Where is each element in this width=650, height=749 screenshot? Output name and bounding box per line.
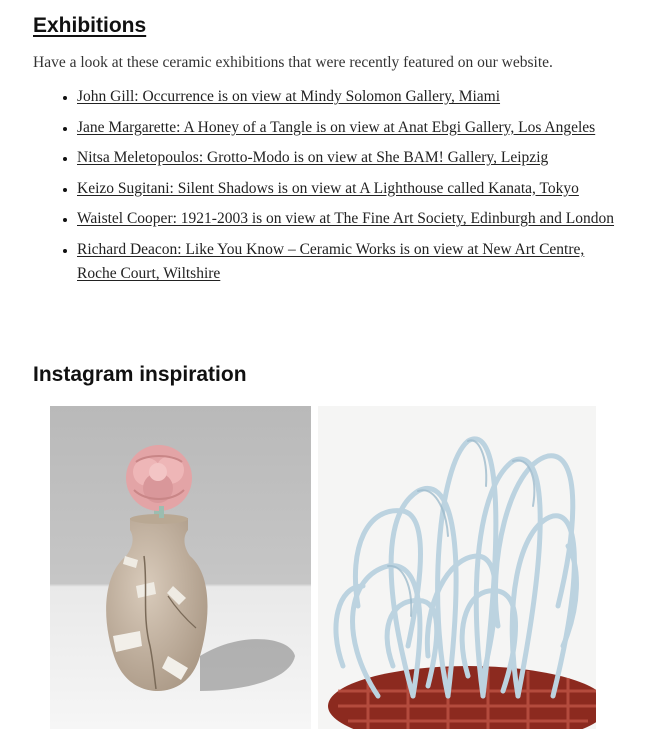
instagram-photo-vase[interactable] bbox=[50, 406, 311, 729]
exhibition-link[interactable]: Nitsa Meletopoulos: Grotto-Modo is on view at She BAM! Gallery, Leipzig bbox=[77, 149, 549, 166]
exhibition-link[interactable]: Jane Margarette: A Honey of a Tangle is on view at Anat Ebgi Gallery, Los Angeles bbox=[77, 118, 596, 136]
list-item bbox=[77, 85, 623, 110]
exhibition-link[interactable]: Keizo Sugitani: Silent Shadows is on view at A Lighthouse called Kanata, Tokyo bbox=[77, 179, 579, 197]
exhibitions-list bbox=[33, 85, 623, 287]
ceramic-vase-with-rose-photo-icon bbox=[50, 406, 311, 729]
exhibition-link[interactable]: John Gill: Occurrence is on view at Mindy Solomon Gallery, Miami bbox=[77, 88, 501, 105]
exhibitions-intro: Have a look at these ceramic exhibitions that were recently featured on our website. bbox=[33, 54, 553, 71]
list-item bbox=[77, 146, 623, 171]
exhibition-link[interactable]: Richard Deacon: Like You Know – Ceramic Works is on view at New Art Centre, Roche Court, Wiltshire bbox=[77, 240, 585, 282]
list-item bbox=[77, 207, 623, 232]
exhibitions-heading: Exhibitions bbox=[33, 14, 147, 37]
blue-looped-ceramic-sculpture-photo-icon bbox=[318, 406, 596, 729]
list-item bbox=[77, 238, 623, 287]
exhibition-link[interactable]: Waistel Cooper: 1921-2003 is on view at The Fine Art Society, Edinburgh and London bbox=[77, 210, 615, 227]
list-item bbox=[77, 116, 623, 141]
list-item bbox=[77, 177, 623, 202]
exhibitions-section bbox=[33, 14, 623, 293]
instagram-photo-sculpture[interactable] bbox=[318, 406, 596, 729]
instagram-heading: Instagram inspiration bbox=[33, 363, 247, 386]
